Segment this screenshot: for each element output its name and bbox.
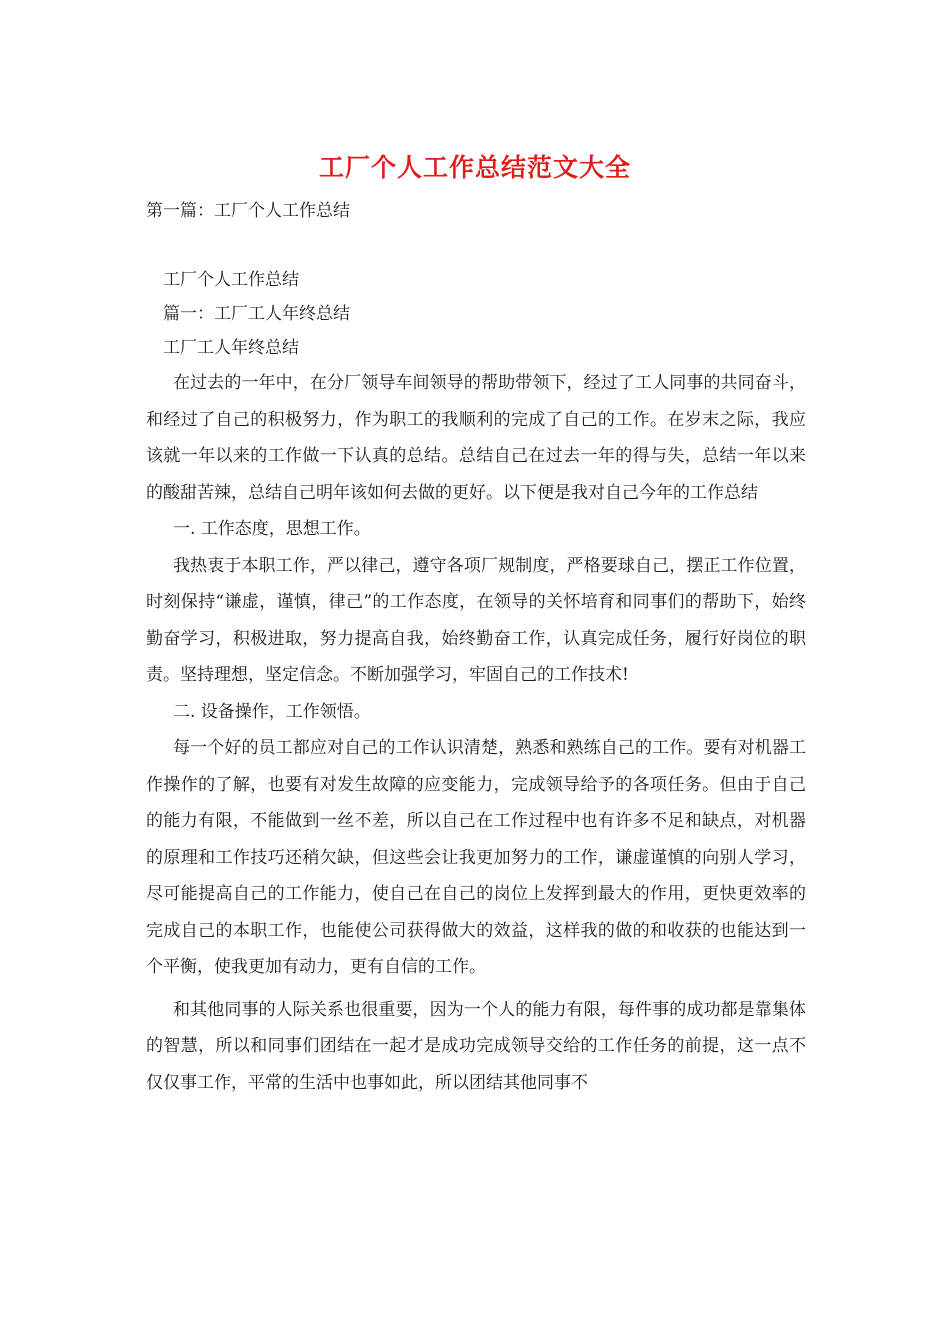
- document-body: [146, 263, 806, 1101]
- subtitle-personal-summary: 工厂个人工作总结: [163, 270, 299, 290]
- item-heading-attitude: 一. 工作态度，思想工作。: [173, 519, 371, 539]
- paragraph-intro: 在过去的一年中，在分厂领导车间领导的帮助带领下，经过了工人同事的共同奋斗，和经过了自己的积极努力，作为职工的我顺利的完成了自己的工作。在岁末之际，我应该就一年以来的工作做一下认真的总结。总结自己在过去一年的得与失，总结一年以来的酸甜苦辣，总结自己明年该如何去做的更好。以下便是我对自己今年的工作总结: [146, 373, 806, 503]
- item-heading-equipment: 二. 设备操作，工作领悟。: [173, 701, 371, 722]
- subtitle-chapter-one: 篇一：工厂工人年终总结: [163, 304, 350, 324]
- section-heading: 第一篇：工厂个人工作总结: [146, 201, 350, 221]
- paragraph-equipment: 每一个好的员工都应对自己的工作认识清楚，熟悉和熟练自己的工作。要有对机器工作操作的了解，也要有对发生故障的应变能力，完成领导给予的各项任务。但由于自己的能力有限，不能做到一丝不差，所以自己在工作过程中也有许多不足和缺点，对机器的原理和工作技巧还稍欠缺，但这些会让我更加努力的工作，谦虚谨慎的向别人学习，尽可能提高自己的工作能力，使自己在自己的岗位上发挥到最大的作用，更快更效率的完成自己的本职工作，也能使公司获得做大的效益，这样我的做的和收获的也能达到一个平衡，使我更加有动力，更有自信的工作。: [146, 738, 806, 977]
- paragraph-relations: 和其他同事的人际关系也很重要，因为一个人的能力有限，每件事的成功都是靠集体的智慧，所以和同事们团结在一起才是成功完成领导交给的工作任务的前提，这一点不仅仅事工作，平常的生活中也事如此，所以团结其他同事不: [146, 999, 806, 1093]
- paragraph-attitude: 我热衷于本职工作，严以律己，遵守各项厂规制度，严格要球自己，摆正工作位置，时刻保持“谦虚，谨慎，律己”的工作态度，在领导的关怀培育和同事们的帮助下，始终勤奋学习，积极进取，努力提高自我，始终勤奋工作，认真完成任务，履行好岗位的职责。坚持理想，坚定信念。不断加强学习，牢固自己的工作技术!: [146, 555, 806, 685]
- subtitle-worker-summary: 工厂工人年终总结: [163, 338, 299, 358]
- document-title: 工厂个人工作总结范文大全: [318, 153, 631, 182]
